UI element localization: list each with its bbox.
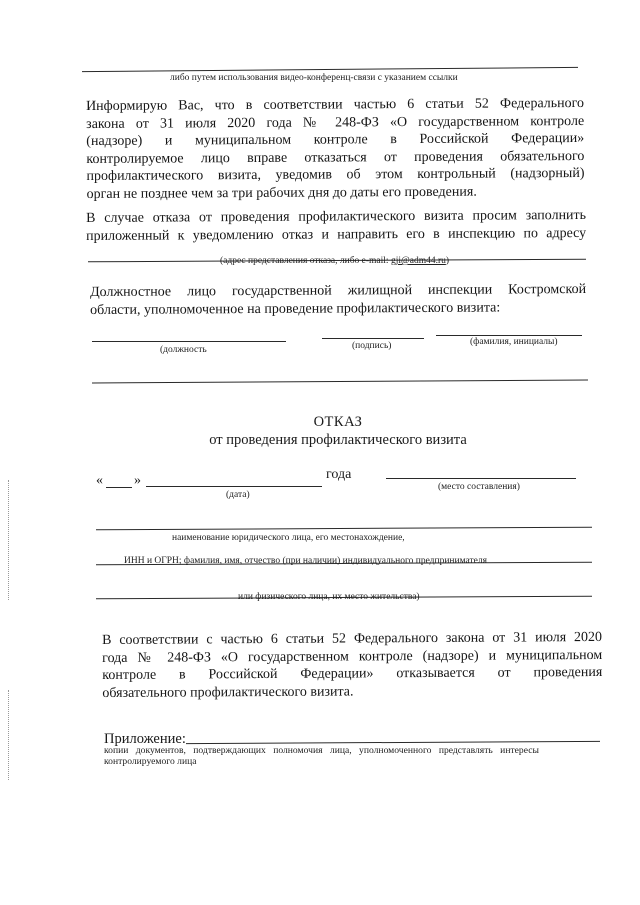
place-caption: (место составления) <box>438 482 520 492</box>
appendix-note: копии документов, подтверждающих полномочия лица, уполномоченного представлять интересы <box>104 745 539 756</box>
place-line <box>386 478 576 479</box>
conclusion-row: года № 248-ФЗ «О государственном контроле (надзоре) и муниципальном <box>102 647 603 666</box>
person-caption: или физического лица, их место жительства) <box>238 592 420 602</box>
month-line <box>146 486 322 487</box>
refusal-row: приложенный к уведомлению отказ и направить его в инспекцию по адресу <box>86 225 587 244</box>
form-subtitle: от проведения профилактического визита <box>209 432 467 448</box>
video-note: либо путем использования видео-конференц-связи с указанием ссылки <box>170 73 458 83</box>
date-caption: (дата) <box>226 490 250 500</box>
info-row: (надзоре) и муниципальном контроле в Российской Федерации» <box>86 131 585 150</box>
top-rule <box>82 67 578 72</box>
refusal-row: В случае отказа от проведения профилактического визита просим заполнить <box>86 207 587 226</box>
info-row: орган не позднее чем за три рабочих дня до даты его проведения. <box>86 184 477 202</box>
conclusion-row: контроле в Российской Федерации» отказывается от проведения <box>102 665 603 684</box>
inn-caption: ИНН и ОГРН; фамилия, имя, отчество (при наличии) индивидуального предпринимателя <box>124 556 487 566</box>
form-title: ОТКАЗ <box>313 414 363 430</box>
address-email: gji@adm44.ru <box>390 256 446 266</box>
appendix-label: Приложение: <box>104 731 186 747</box>
official-row: Должностное лицо государственной жилищной инспекции Костромской <box>90 281 587 300</box>
signature-caption: (подпись) <box>352 341 392 351</box>
info-row: закона от 31 июля 2020 года № 248-ФЗ «О государственном контроле <box>86 113 585 132</box>
name-line <box>436 335 582 336</box>
info-row: профилактического визита, уведомив об этом контрольный (надзорный) <box>86 166 585 185</box>
conclusion-paragraph <box>102 629 602 702</box>
appendix-line <box>186 741 600 744</box>
date-close-quote: » <box>134 473 141 488</box>
info-row: Информирую Вас, что в соответствии частью 6 статьи 52 Федерального <box>86 95 585 114</box>
address-caption: (адрес представления отказа, либо e-mail: gji@adm44.ru) <box>220 256 450 266</box>
signature-extra-line <box>92 379 588 383</box>
entity-caption: наименование юридического лица, его местонахождение, <box>172 533 405 543</box>
name-caption: (фамилия, инициалы) <box>470 337 558 347</box>
conclusion-row: обязательного профилактического визита. <box>102 684 354 701</box>
year-word: года <box>326 467 352 482</box>
scan-margin-mark <box>8 480 9 600</box>
date-open-quote: « <box>96 473 103 488</box>
scan-margin-mark <box>8 690 9 780</box>
position-caption: (должность <box>160 345 207 355</box>
position-line <box>92 341 286 342</box>
official-row: области, уполномоченное на проведение профилактического визита: <box>90 300 501 318</box>
entity-line <box>96 527 592 531</box>
refusal-paragraph <box>86 207 586 245</box>
official-paragraph <box>90 281 586 319</box>
info-paragraph <box>86 95 585 204</box>
signature-line <box>322 338 424 339</box>
conclusion-row: В соответствии с частью 6 статьи 52 Федерального закона от 31 июля 2020 <box>102 629 603 648</box>
day-line <box>106 487 132 488</box>
appendix-note: контролируемого лица <box>104 756 197 767</box>
info-row: контролируемое лицо вправе отказаться от проведения обязательного <box>86 148 585 167</box>
